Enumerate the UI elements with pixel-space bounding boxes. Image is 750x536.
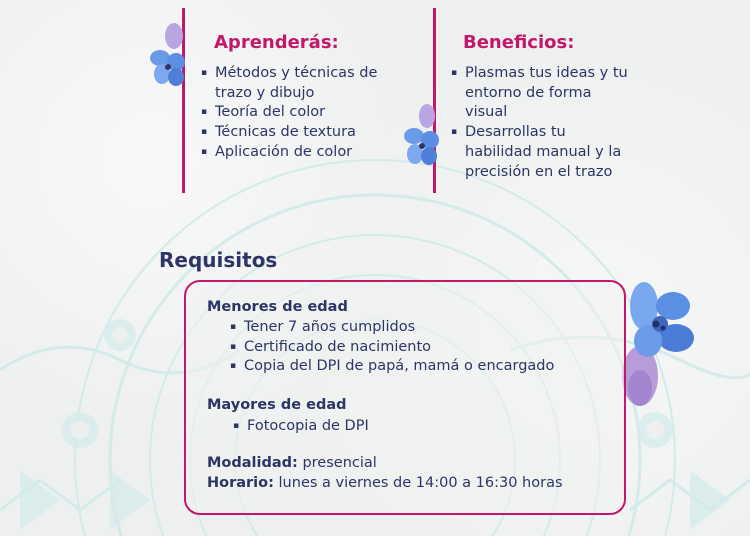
modality-label: Modalidad:	[207, 455, 298, 471]
flower-center-icon	[400, 102, 440, 170]
modality-line	[207, 455, 377, 471]
list-item-continuation: habilidad manual y la	[465, 143, 622, 160]
list-item: ▪ Certificado de nacimiento	[230, 338, 554, 358]
list-item: ▪ Plasmas tus ideas y tu	[451, 64, 628, 84]
benefits-title: Beneficios:	[463, 32, 575, 53]
list-item-continuation: visual	[465, 104, 508, 121]
schedule-line	[207, 475, 563, 491]
adults-list	[233, 417, 369, 437]
list-item-continuation: trazo y dibujo	[215, 84, 315, 101]
list-item: ▪ Tener 7 años cumplidos	[230, 318, 554, 338]
list-item: ▪ Métodos y técnicas de	[201, 64, 377, 84]
list-item: ▪ Aplicación de color	[201, 143, 377, 163]
list-item: ▪ Fotocopia de DPI	[233, 417, 369, 437]
list-item: ▪ Desarrollas tu	[451, 123, 628, 143]
adults-heading: Mayores de edad	[207, 397, 347, 413]
list-item: ▪ Copia del DPI de papá, mamá o encargado	[230, 357, 554, 377]
flower-right-icon	[618, 276, 698, 421]
list-item-continuation: entorno de forma	[465, 84, 592, 101]
schedule-value: lunes a viernes de 14:00 a 16:30 horas	[273, 475, 563, 491]
learn-title: Aprenderás:	[214, 32, 339, 53]
minors-list	[230, 318, 554, 377]
requirements-title: Requisitos	[159, 248, 278, 272]
list-item: ▪ Teoría del color	[201, 103, 377, 123]
modality-value: presencial	[297, 455, 377, 471]
learn-list	[201, 64, 377, 163]
list-item-continuation: precisión en el trazo	[465, 163, 613, 180]
minors-heading: Menores de edad	[207, 299, 348, 315]
schedule-label: Horario:	[207, 475, 274, 491]
benefits-list	[451, 64, 628, 182]
list-item: ▪ Técnicas de textura	[201, 123, 377, 143]
flower-left-icon	[146, 22, 186, 90]
